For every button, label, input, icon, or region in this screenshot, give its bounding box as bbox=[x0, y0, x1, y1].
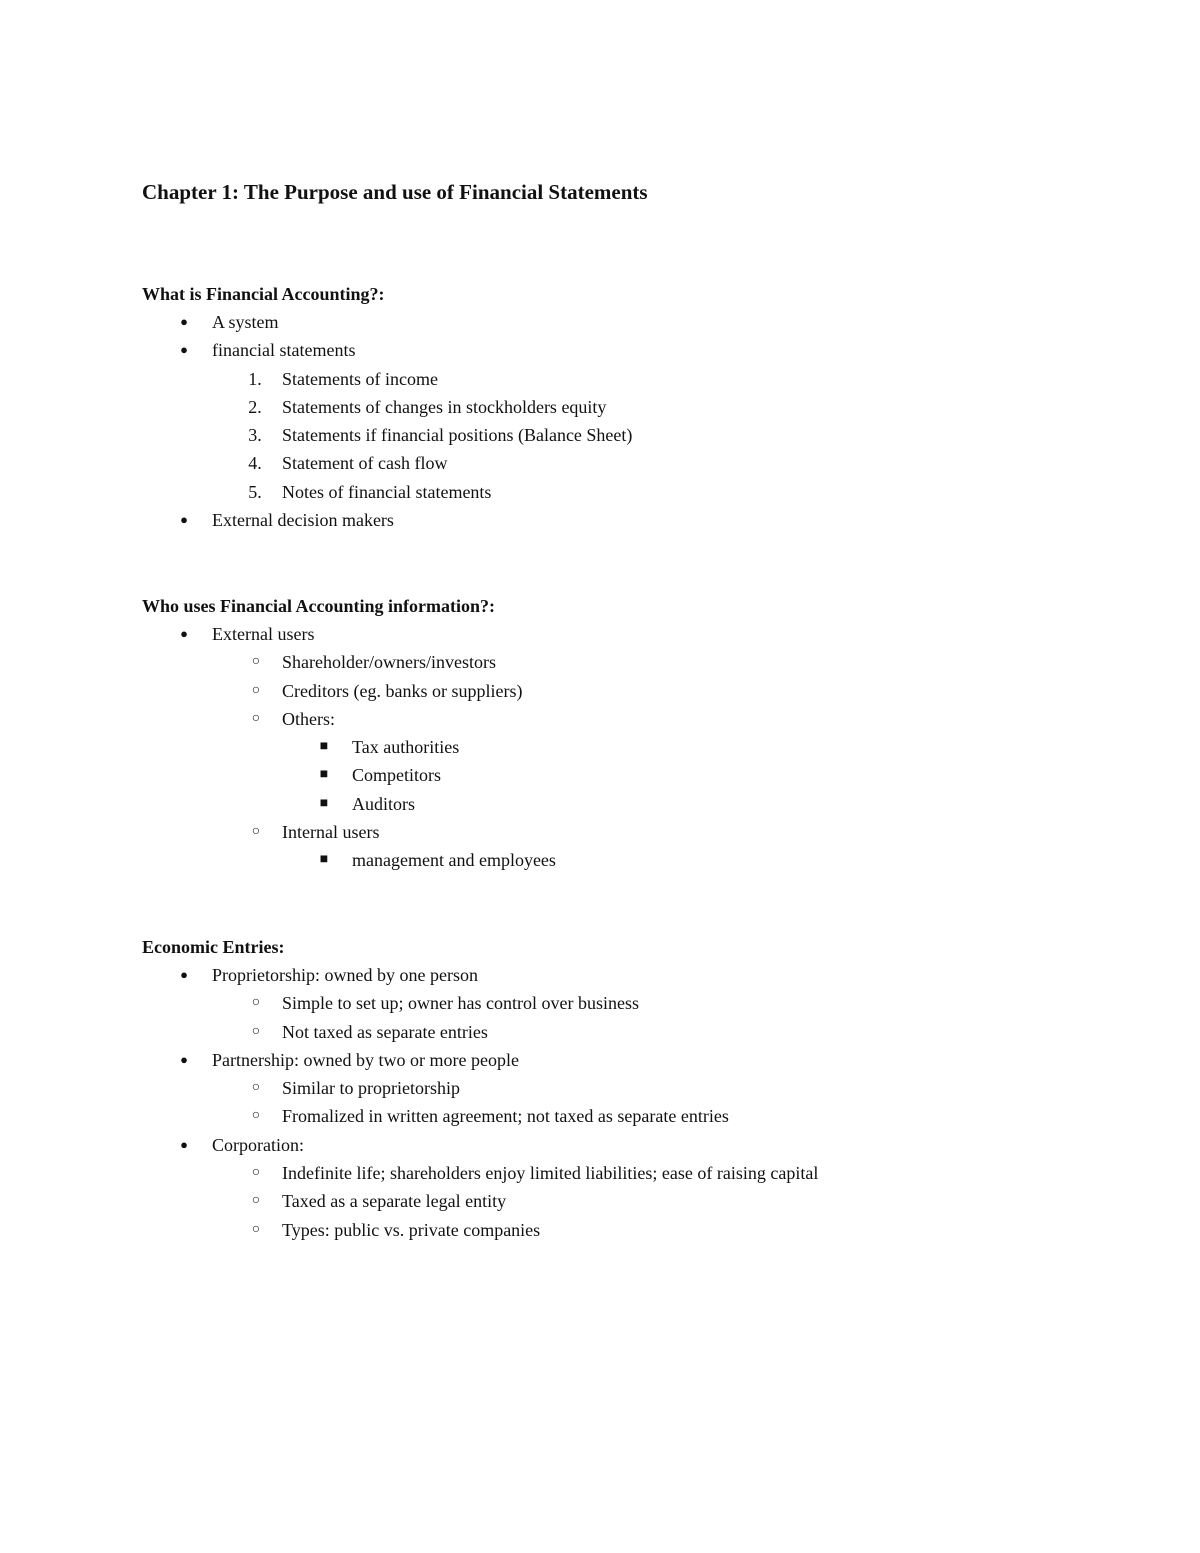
list-item-text: Tax authorities bbox=[352, 737, 460, 758]
list-item-text: management and employees bbox=[352, 850, 556, 871]
list-number: 3. bbox=[248, 425, 262, 446]
square-bullet-icon: ■ bbox=[319, 767, 329, 783]
list-item bbox=[142, 648, 1142, 676]
numbered-item bbox=[142, 449, 1142, 477]
section-heading: Economic Entries: bbox=[142, 937, 285, 957]
bullet-icon: ● bbox=[180, 1051, 188, 1067]
list-item-text: Indefinite life; shareholders enjoy limited liabilities; ease of raising capital bbox=[282, 1163, 819, 1184]
list-item-text: financial statements bbox=[212, 340, 356, 361]
numbered-item bbox=[142, 365, 1142, 393]
list-item bbox=[142, 989, 1142, 1017]
bullet-icon: ● bbox=[180, 1136, 188, 1152]
list-item-text: External decision makers bbox=[212, 510, 394, 531]
list-number: 4. bbox=[248, 453, 262, 474]
list-item bbox=[142, 308, 1142, 336]
square-bullet-icon: ■ bbox=[319, 852, 329, 868]
circle-bullet-icon: ○ bbox=[251, 1165, 261, 1181]
circle-bullet-icon: ○ bbox=[251, 824, 261, 840]
list-item bbox=[142, 846, 1142, 874]
list-item-text: Statement of cash flow bbox=[282, 453, 448, 474]
list-item-text: Types: public vs. private companies bbox=[282, 1219, 541, 1240]
circle-bullet-icon: ○ bbox=[251, 710, 261, 726]
list-item bbox=[142, 1216, 1142, 1244]
list-item bbox=[142, 1018, 1142, 1046]
list-item-text: Auditors bbox=[352, 793, 415, 814]
list-item bbox=[142, 790, 1142, 818]
list-item-text: Simple to set up; owner has control over business bbox=[282, 993, 639, 1014]
list-item-text: Corporation: bbox=[212, 1134, 304, 1155]
list-item bbox=[142, 1074, 1142, 1102]
numbered-item bbox=[142, 478, 1142, 506]
list-item bbox=[142, 1102, 1142, 1130]
list-item-text: A system bbox=[212, 312, 279, 332]
list-item bbox=[142, 1046, 1142, 1074]
list-item-text: External users bbox=[212, 624, 315, 644]
bullet-icon: ● bbox=[180, 626, 188, 641]
list-item-text: Not taxed as separate entries bbox=[282, 1021, 488, 1042]
list-item-text: Notes of financial statements bbox=[282, 481, 492, 502]
list-item-text: Proprietorship: owned by one person bbox=[212, 965, 478, 985]
list-number: 1. bbox=[248, 368, 262, 389]
circle-bullet-icon: ○ bbox=[251, 1108, 261, 1124]
list-item-text: Competitors bbox=[352, 765, 441, 786]
section-heading: Who uses Financial Accounting information?: bbox=[142, 596, 496, 616]
list-item-text: Creditors (eg. banks or suppliers) bbox=[282, 680, 523, 701]
list-item-text: Similar to proprietorship bbox=[282, 1078, 460, 1099]
section-economic-entries bbox=[142, 933, 1142, 1244]
section-what-is-financial-accounting bbox=[142, 280, 1142, 534]
circle-bullet-icon: ○ bbox=[251, 1080, 261, 1096]
list-item-text: Statements of changes in stockholders equity bbox=[282, 396, 607, 417]
list-item-text: Statements of income bbox=[282, 368, 438, 389]
list-item bbox=[142, 336, 1142, 364]
list-item bbox=[142, 506, 1142, 534]
list-item bbox=[142, 1159, 1142, 1187]
numbered-item bbox=[142, 393, 1142, 421]
list-item-text: Internal users bbox=[282, 822, 380, 843]
section-who-uses-financial-accounting bbox=[142, 592, 1142, 875]
list-item bbox=[142, 733, 1142, 761]
square-bullet-icon: ■ bbox=[319, 739, 329, 755]
bullet-icon: ● bbox=[180, 967, 188, 982]
circle-bullet-icon: ○ bbox=[251, 995, 261, 1011]
list-number: 5. bbox=[248, 481, 262, 502]
circle-bullet-icon: ○ bbox=[251, 682, 261, 698]
list-item-text: Statements if financial positions (Balance Sheet) bbox=[282, 425, 633, 446]
list-item-text: Fromalized in written agreement; not taxed as separate entries bbox=[282, 1106, 729, 1127]
list-item-text: Partnership: owned by two or more people bbox=[212, 1049, 519, 1070]
list-item bbox=[142, 1131, 1142, 1159]
page-title: Chapter 1: The Purpose and use of Financial Statements bbox=[142, 180, 648, 204]
circle-bullet-icon: ○ bbox=[251, 1221, 261, 1237]
list-item bbox=[142, 677, 1142, 705]
circle-bullet-icon: ○ bbox=[251, 1193, 261, 1209]
list-item bbox=[142, 818, 1142, 846]
list-item bbox=[142, 761, 1142, 789]
list-item-text: Taxed as a separate legal entity bbox=[282, 1191, 507, 1212]
circle-bullet-icon: ○ bbox=[251, 1023, 261, 1039]
bullet-icon: ● bbox=[180, 342, 188, 358]
numbered-item bbox=[142, 421, 1142, 449]
bullet-icon: ● bbox=[180, 512, 188, 528]
list-item bbox=[142, 1187, 1142, 1215]
list-item-text: Shareholder/owners/investors bbox=[282, 652, 496, 673]
list-number: 2. bbox=[248, 396, 262, 417]
list-item-text: Others: bbox=[282, 708, 335, 729]
circle-bullet-icon: ○ bbox=[251, 654, 261, 670]
bullet-icon: ● bbox=[180, 314, 188, 329]
section-heading: What is Financial Accounting?: bbox=[142, 284, 385, 304]
list-item bbox=[142, 620, 1142, 648]
list-item bbox=[142, 961, 1142, 989]
list-item bbox=[142, 705, 1142, 733]
square-bullet-icon: ■ bbox=[319, 795, 329, 811]
